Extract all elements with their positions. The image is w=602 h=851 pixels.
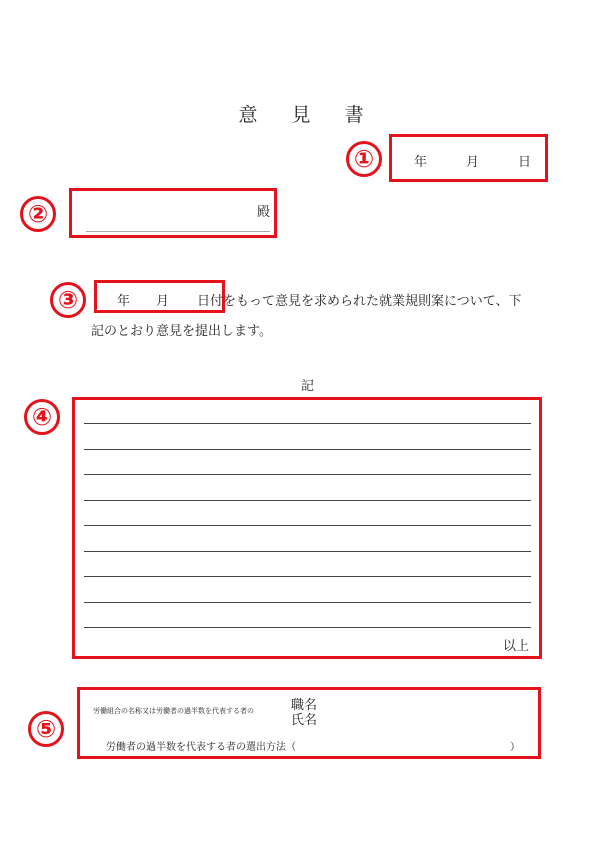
opinion-line bbox=[84, 423, 531, 424]
opinion-line bbox=[84, 449, 531, 450]
job-title-label: 職名 bbox=[291, 698, 318, 713]
body-line-2: 記のとおり意見を提出します。 bbox=[91, 324, 272, 339]
marker-4: ④ bbox=[24, 399, 60, 435]
body-date-year: 年 bbox=[117, 294, 131, 309]
opinion-line bbox=[84, 602, 531, 603]
marker-3: ③ bbox=[50, 282, 86, 318]
representative-label: 労働組合の名称又は労働者の過半数を代表する者の bbox=[93, 707, 254, 715]
opinion-line bbox=[84, 627, 531, 628]
body-date-day: 日 bbox=[197, 294, 211, 309]
date-day: 日 bbox=[518, 155, 532, 170]
closing-text: 以上 bbox=[503, 639, 530, 654]
marker-1: ① bbox=[346, 141, 382, 177]
addressee-underline bbox=[86, 231, 270, 232]
body-date-month: 月 bbox=[156, 294, 170, 309]
date-month: 月 bbox=[466, 155, 480, 170]
opinion-line bbox=[84, 474, 531, 475]
addressee-box bbox=[69, 188, 277, 238]
selection-method-label: 労働者の過半数を代表する者の選出方法（ bbox=[106, 742, 296, 753]
name-label: 氏名 bbox=[291, 713, 318, 728]
opinion-line bbox=[84, 551, 531, 552]
marker-2: ② bbox=[20, 196, 56, 232]
body-line-1: 付をもって意見を求められた就業規則案について、下 bbox=[210, 294, 522, 309]
selection-method-close: ） bbox=[510, 742, 520, 753]
ki-label: 記 bbox=[301, 379, 315, 394]
date-year: 年 bbox=[414, 155, 428, 170]
opinion-box bbox=[72, 397, 542, 659]
opinion-line bbox=[84, 500, 531, 501]
document-title: 意 見 書 bbox=[238, 104, 378, 126]
opinion-line bbox=[84, 576, 531, 577]
signature-box bbox=[77, 687, 541, 759]
marker-5: ⑤ bbox=[28, 711, 64, 747]
date-box bbox=[389, 134, 548, 182]
addressee-suffix: 殿 bbox=[257, 205, 271, 220]
opinion-line bbox=[84, 525, 531, 526]
